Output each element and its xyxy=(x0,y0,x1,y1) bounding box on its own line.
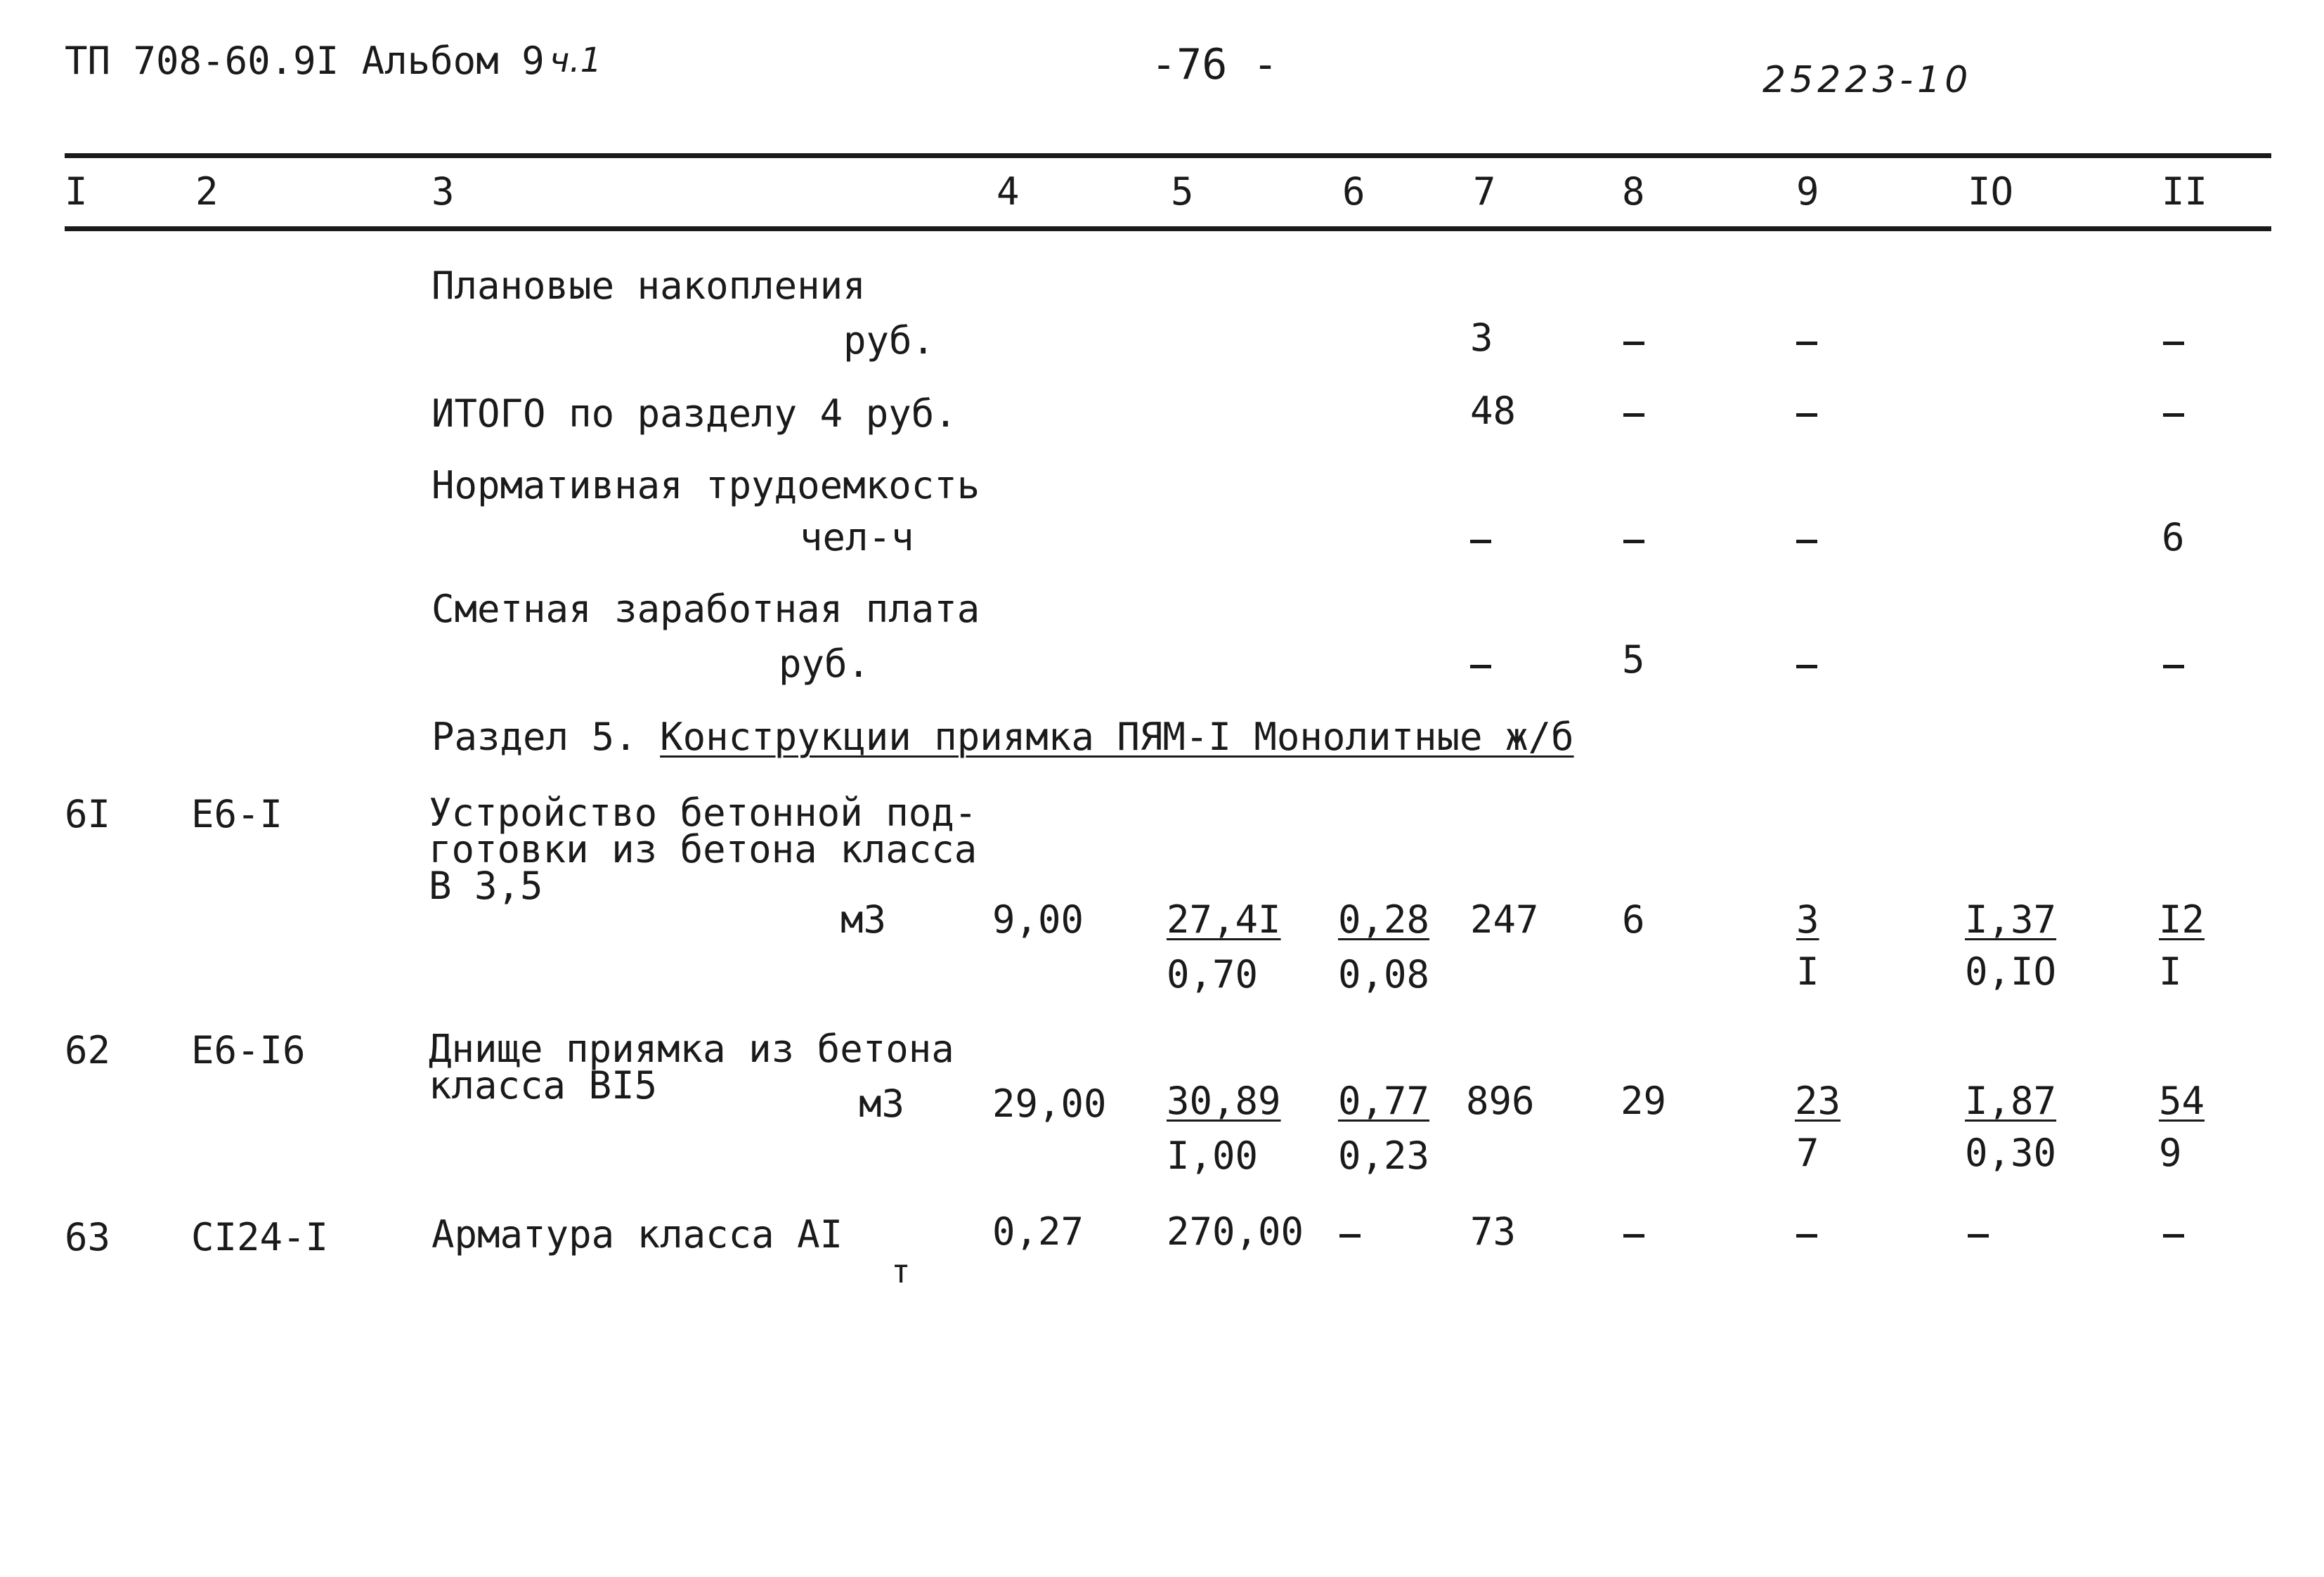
row-col8: 6 xyxy=(1622,897,1645,942)
labor-intensity-col11: 6 xyxy=(2162,515,2185,559)
row-col7: 247 xyxy=(1470,897,1539,942)
row-col7: 73 xyxy=(1470,1209,1517,1254)
row-number: 6I xyxy=(65,792,111,836)
planned-savings-label: Плановые накопления xyxy=(431,264,866,308)
row-col9-bottom: I xyxy=(1796,949,1819,994)
dash-col7 xyxy=(1470,665,1491,668)
row-col6-top: 0,77 xyxy=(1338,1079,1430,1123)
col-header-2: 2 xyxy=(195,169,219,214)
row-description-line: Устройство бетонной под- xyxy=(429,791,978,835)
dash-col11 xyxy=(2163,413,2184,417)
row-col5-top: 30,89 xyxy=(1167,1079,1281,1123)
col-header-5: 5 xyxy=(1171,169,1194,214)
row-quantity: 0,27 xyxy=(992,1209,1084,1254)
col-header-10: IO xyxy=(1968,169,2014,214)
dash-col8 xyxy=(1623,540,1644,543)
col-header-1: I xyxy=(65,169,88,214)
row-col9-top: 3 xyxy=(1796,897,1819,942)
row-col11-top: 54 xyxy=(2159,1079,2205,1123)
row-unit: м3 xyxy=(859,1082,905,1126)
row-description-line: готовки из бетона класса xyxy=(429,827,978,871)
dash-col8 xyxy=(1623,342,1644,345)
row-col5-bottom: I,00 xyxy=(1167,1134,1259,1178)
row-quantity: 29,00 xyxy=(992,1082,1107,1126)
row-col9-top: 23 xyxy=(1795,1079,1841,1123)
row-description-line: класса BI5 xyxy=(429,1063,658,1108)
col-header-3: 3 xyxy=(431,169,455,214)
dash-col11 xyxy=(2163,1234,2184,1238)
col-header-7: 7 xyxy=(1473,169,1496,214)
dash-col11 xyxy=(2163,665,2184,668)
row-col10-bottom: 0,IO xyxy=(1965,949,2057,994)
row-col5: 270,00 xyxy=(1167,1209,1304,1254)
document-code: ТП 708-60.9I Альбом 9 xyxy=(65,39,545,83)
row-col8: 29 xyxy=(1621,1079,1667,1123)
col-header-8: 8 xyxy=(1622,169,1645,214)
row-quantity: 9,00 xyxy=(992,897,1084,942)
total-section4-col7: 48 xyxy=(1470,389,1517,433)
total-section4-label: ИТОГО по разделу 4 руб. xyxy=(431,391,957,436)
stamp-number: 25223-10 xyxy=(1763,59,1973,101)
dash-col7 xyxy=(1470,540,1491,543)
dash-col9 xyxy=(1796,413,1817,417)
dash-col6 xyxy=(1339,1234,1361,1238)
wages-label: Сметная заработная плата xyxy=(431,587,980,631)
row-description-line: В 3,5 xyxy=(429,864,543,908)
row-col11-bottom: 9 xyxy=(2159,1131,2182,1175)
row-col6-bottom: 0,23 xyxy=(1338,1134,1430,1178)
dash-col10 xyxy=(1968,1234,1989,1238)
planned-savings-col7: 3 xyxy=(1470,316,1493,360)
row-col5-top: 27,4I xyxy=(1167,897,1281,942)
part-handwritten: ч.1 xyxy=(550,41,602,80)
row-col6-top: 0,28 xyxy=(1338,897,1430,942)
dash-col9 xyxy=(1796,342,1817,345)
row-unit: м3 xyxy=(840,897,887,942)
planned-savings-unit: руб. xyxy=(843,318,935,363)
row-description-line: Днище приямка из бетона xyxy=(429,1027,954,1071)
row-code: Е6-I xyxy=(191,792,283,836)
header-bottom-rule xyxy=(65,226,2271,231)
row-col11-top: I2 xyxy=(2159,897,2205,942)
dash-col8 xyxy=(1623,1234,1644,1238)
row-unit: т xyxy=(891,1252,911,1290)
row-col11-bottom: I xyxy=(2159,949,2182,994)
dash-col9 xyxy=(1796,665,1817,668)
section-title: Конструкции приямка ПЯМ-I Монолитные ж/б xyxy=(660,715,1574,759)
dash-col8 xyxy=(1623,413,1644,417)
dash-col11 xyxy=(2163,342,2184,345)
section-prefix: Раздел 5. xyxy=(431,715,637,759)
row-description: Арматура класса АI xyxy=(431,1212,843,1257)
row-number: 62 xyxy=(65,1028,111,1072)
row-col10-bottom: 0,30 xyxy=(1965,1131,2057,1175)
row-col5-bottom: 0,70 xyxy=(1167,952,1259,997)
dash-col9 xyxy=(1796,1234,1817,1238)
row-col6-bottom: 0,08 xyxy=(1338,952,1430,997)
dash-col9 xyxy=(1796,540,1817,543)
row-col9-bottom: 7 xyxy=(1796,1131,1819,1175)
top-rule xyxy=(65,153,2271,158)
row-col10-top: I,87 xyxy=(1965,1079,2057,1123)
labor-intensity-label: Нормативная трудоемкость xyxy=(431,463,980,507)
row-col10-top: I,37 xyxy=(1965,897,2057,942)
col-header-4: 4 xyxy=(997,169,1020,214)
col-header-9: 9 xyxy=(1796,169,1819,214)
labor-intensity-unit: чел-ч xyxy=(800,515,914,559)
col-header-11: II xyxy=(2162,169,2208,214)
row-number: 63 xyxy=(65,1215,111,1259)
row-col7: 896 xyxy=(1466,1079,1535,1123)
row-code: Е6-I6 xyxy=(191,1028,306,1072)
row-code: СI24-I xyxy=(191,1215,329,1259)
section-heading xyxy=(431,715,1574,759)
page-number: -76 - xyxy=(1151,40,1278,89)
wages-col8: 5 xyxy=(1622,637,1645,682)
col-header-6: 6 xyxy=(1342,169,1365,214)
wages-unit: руб. xyxy=(779,642,871,686)
